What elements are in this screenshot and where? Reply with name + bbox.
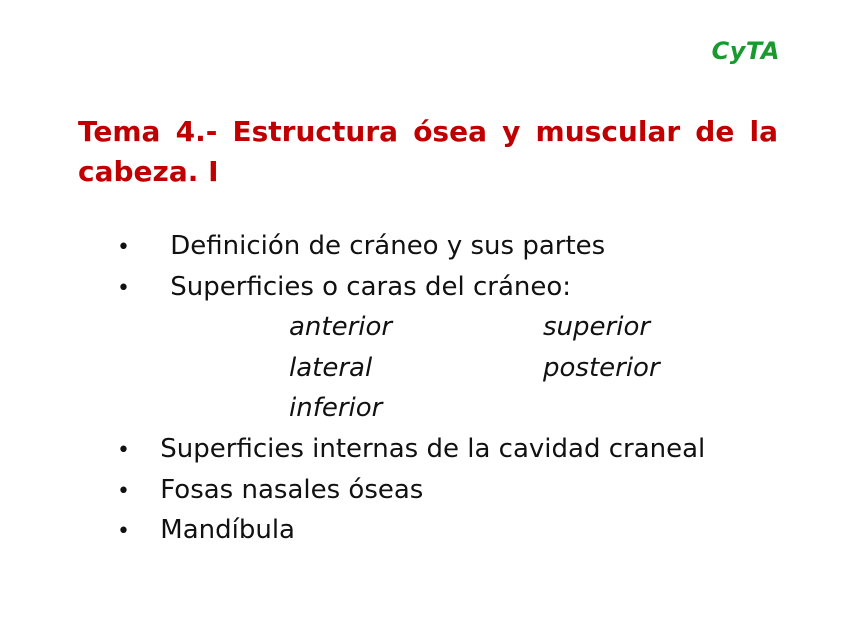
bullet-symbol: • (117, 479, 130, 504)
bullet-symbol: • (117, 276, 130, 301)
bullet-label: Definición de cráneo y sus partes (170, 231, 606, 261)
slide-title: Tema 4.- Estructura ósea y muscular de la cabeza. I (78, 115, 778, 188)
bullet-label: Fosas nasales óseas (160, 475, 424, 505)
brand-label: CyTA (711, 37, 780, 65)
bullet-symbol: • (117, 519, 130, 544)
bullet-symbol: • (117, 438, 130, 463)
bullet-item-definicion (117, 226, 605, 266)
bullet-label: Superficies o caras del cráneo: (170, 272, 572, 302)
surface-superior: superior (543, 312, 651, 342)
bullet-symbol: • (117, 235, 130, 260)
bullet-item-mandibula (117, 510, 295, 550)
bullet-item-superficies (117, 267, 571, 307)
surface-inferior: inferior (289, 393, 383, 423)
surface-anterior: anterior (289, 312, 393, 342)
bullet-item-fosas (117, 470, 423, 510)
surface-posterior: posterior (543, 353, 660, 383)
bullet-label: Superficies internas de la cavidad craneal (160, 434, 706, 464)
surface-lateral: lateral (289, 353, 373, 383)
bullet-item-internas (117, 429, 705, 469)
bullet-label: Mandíbula (160, 515, 295, 545)
